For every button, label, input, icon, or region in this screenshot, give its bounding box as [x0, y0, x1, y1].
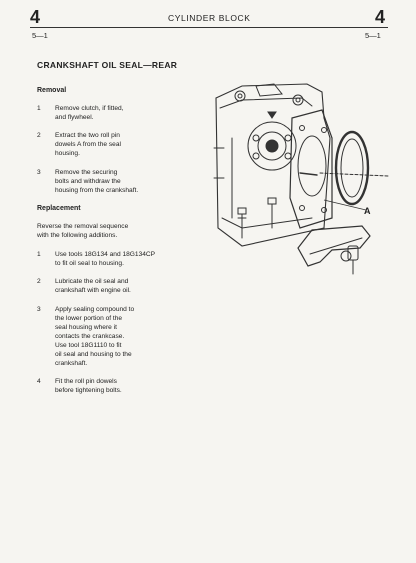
header-rule — [30, 27, 388, 28]
replacement-step — [37, 305, 227, 368]
callout-label: A — [364, 206, 371, 216]
replacement-step — [37, 250, 227, 268]
chapter-number-left: 4 — [30, 7, 41, 27]
step-text: Use tools 18G134 and 18G134CP to fit oil seal to housing. — [55, 251, 156, 267]
callout-leader — [320, 196, 368, 222]
replacement-step — [37, 377, 227, 395]
section-title: CRANKSHAFT OIL SEAL—REAR — [37, 60, 178, 70]
step-number: 1 — [37, 251, 41, 258]
step-text: Remove the securing bolts and withdraw the housing from the crankshaft. — [55, 169, 139, 194]
step-text: Extract the two roll pin dowels A from the seal housing. — [55, 132, 121, 157]
step-text: Apply sealing compound to the lower portion of the seal housing where it contacts the crankcase. Use tool 18G1110 to fit oil seal and housing to the crankshaft. — [55, 306, 135, 367]
bolt-icon — [238, 208, 246, 238]
step-number: 3 — [37, 306, 41, 313]
step-number: 2 — [37, 278, 41, 285]
step-text: Lubricate the oil seal and crankshaft with engine oil. — [55, 278, 131, 294]
step-number: 4 — [37, 378, 41, 385]
replacement-intro: Reverse the removal sequence with the following additions. — [37, 223, 129, 239]
step-number: 2 — [37, 132, 41, 139]
seal-housing-illustration — [212, 78, 392, 278]
removal-step — [37, 131, 212, 158]
replacement-step — [37, 277, 227, 295]
removal-heading: Removal — [37, 87, 67, 94]
step-text: Fit the roll pin dowels before tightening bolts. — [55, 378, 122, 394]
chapter-title: CYLINDER BLOCK — [168, 13, 251, 23]
removal-step — [37, 104, 212, 122]
step-number: 3 — [37, 169, 41, 176]
step-number: 1 — [37, 105, 41, 112]
removal-step — [37, 168, 217, 195]
page-ref-right: 5—1 — [365, 31, 381, 40]
page-ref-left: 5—1 — [32, 31, 48, 40]
chapter-number-right: 4 — [375, 7, 386, 27]
replacement-heading: Replacement — [37, 205, 81, 212]
step-text: Remove clutch, if fitted, and flywheel. — [55, 105, 124, 121]
